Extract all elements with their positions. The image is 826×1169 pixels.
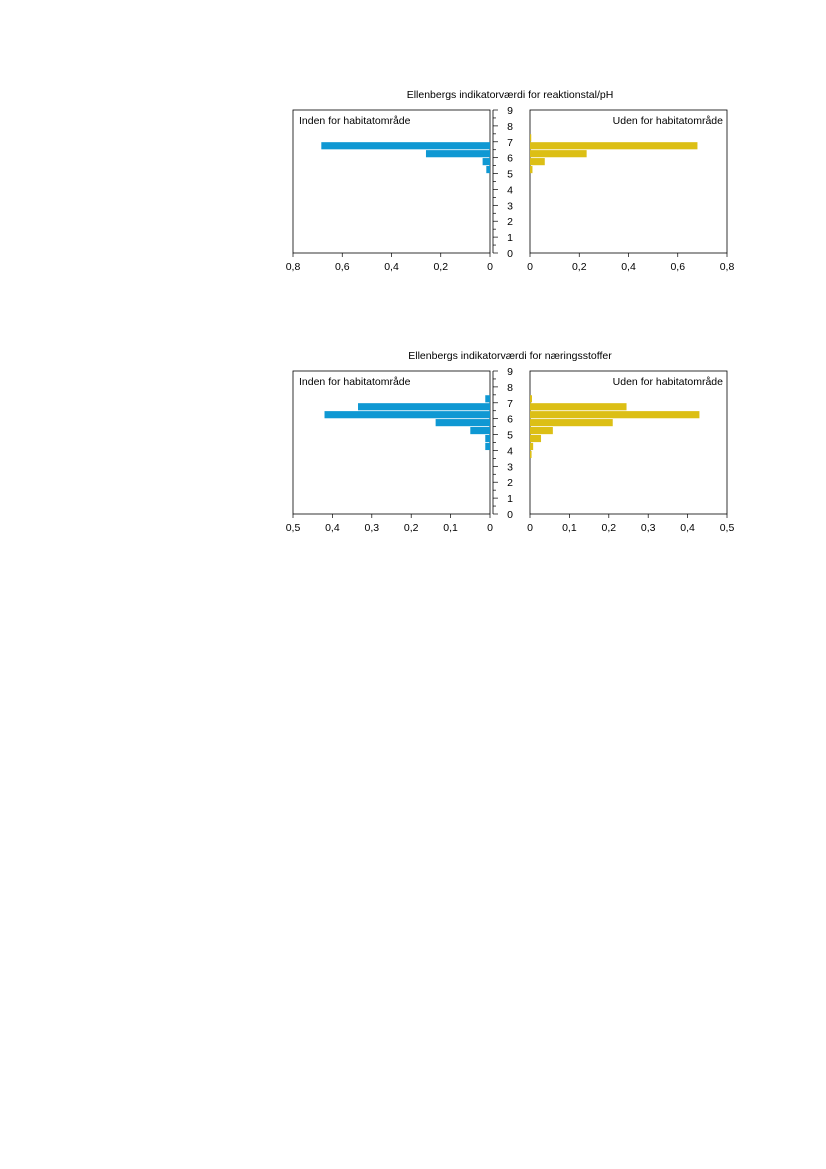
y-tick-label: 5 — [507, 168, 513, 181]
y-tick-label: 9 — [507, 105, 513, 117]
right-bar — [530, 419, 613, 426]
x-tick-label-left: 0,2 — [403, 522, 419, 534]
chart-title: Ellenbergs indikatorværdi for reaktionstal/pH — [406, 89, 614, 101]
left-bar — [426, 150, 490, 157]
x-tick-label-left: 0,3 — [364, 522, 380, 534]
x-tick-label-left: 0 — [487, 261, 493, 273]
right-bar — [530, 443, 533, 450]
left-panel-frame — [293, 110, 490, 253]
y-tick-label: 9 — [507, 366, 513, 378]
left-panel-label: Inden for habitatområde — [299, 376, 411, 388]
left-bar — [325, 411, 490, 418]
x-tick-label-right: 0,2 — [571, 261, 587, 273]
x-tick-label-right: 0 — [527, 522, 533, 534]
x-tick-label-left: 0,6 — [334, 261, 350, 273]
x-tick-label-left: 0,2 — [433, 261, 449, 273]
y-tick-label: 1 — [507, 493, 513, 506]
right-bar — [530, 150, 587, 157]
y-tick-label: 6 — [507, 152, 513, 165]
x-tick-label-right: 0,4 — [621, 261, 636, 273]
right-bar — [530, 427, 553, 434]
y-tick-label: 5 — [507, 429, 513, 442]
chart-2 — [286, 350, 735, 534]
y-tick-label: 8 — [507, 381, 513, 394]
right-bar — [530, 403, 627, 410]
x-tick-label-right: 0,4 — [680, 522, 695, 534]
x-tick-label-left: 0,4 — [384, 261, 399, 273]
left-bar — [483, 158, 490, 165]
right-panel-label: Uden for habitatområde — [612, 376, 723, 388]
right-panel-label: Uden for habitatområde — [612, 115, 723, 127]
x-tick-label-left: 0,8 — [285, 261, 301, 273]
x-tick-label-right: 0,5 — [719, 522, 735, 534]
left-bar — [485, 443, 490, 450]
right-bar — [530, 395, 532, 402]
x-tick-label-right: 0,3 — [640, 522, 656, 534]
y-tick-label: 4 — [507, 184, 513, 197]
x-tick-label-left: 0,4 — [325, 522, 340, 534]
y-tick-label: 1 — [507, 232, 513, 245]
chart-1 — [286, 89, 735, 273]
left-panel-label: Inden for habitatområde — [299, 115, 411, 127]
y-tick-label: 4 — [507, 445, 513, 458]
y-tick-label: 7 — [507, 397, 513, 410]
left-bar — [486, 166, 490, 173]
right-bar — [530, 451, 532, 458]
left-bar — [470, 427, 490, 434]
left-bar — [436, 419, 490, 426]
y-tick-label: 8 — [507, 120, 513, 133]
x-tick-label-left: 0,5 — [285, 522, 301, 534]
x-tick-label-right: 0,6 — [670, 261, 686, 273]
x-tick-label-right: 0,8 — [719, 261, 735, 273]
right-bar — [530, 435, 541, 442]
right-bar — [530, 166, 532, 173]
x-tick-label-right: 0,1 — [562, 522, 577, 534]
x-tick-label-left: 0 — [487, 522, 493, 534]
y-tick-label: 0 — [507, 509, 513, 521]
y-tick-label: 3 — [507, 461, 513, 474]
left-panel-frame — [293, 371, 490, 514]
y-tick-label: 2 — [507, 216, 513, 229]
left-bar — [485, 435, 490, 442]
left-bar — [358, 403, 490, 410]
right-panel-frame — [530, 371, 727, 514]
left-bar — [321, 142, 490, 149]
y-tick-label: 0 — [507, 248, 513, 260]
y-tick-label: 3 — [507, 200, 513, 213]
y-tick-label: 2 — [507, 477, 513, 490]
right-panel-frame — [530, 110, 727, 253]
left-bar — [485, 395, 490, 402]
right-bar — [530, 411, 699, 418]
right-bar — [530, 134, 531, 141]
right-bar — [530, 142, 697, 149]
x-tick-label-left: 0,1 — [443, 522, 458, 534]
right-bar — [530, 158, 545, 165]
x-tick-label-right: 0 — [527, 261, 533, 273]
x-tick-label-right: 0,2 — [601, 522, 617, 534]
y-tick-label: 6 — [507, 413, 513, 426]
chart-title: Ellenbergs indikatorværdi for næringsstoffer — [408, 350, 612, 362]
y-tick-label: 7 — [507, 136, 513, 149]
